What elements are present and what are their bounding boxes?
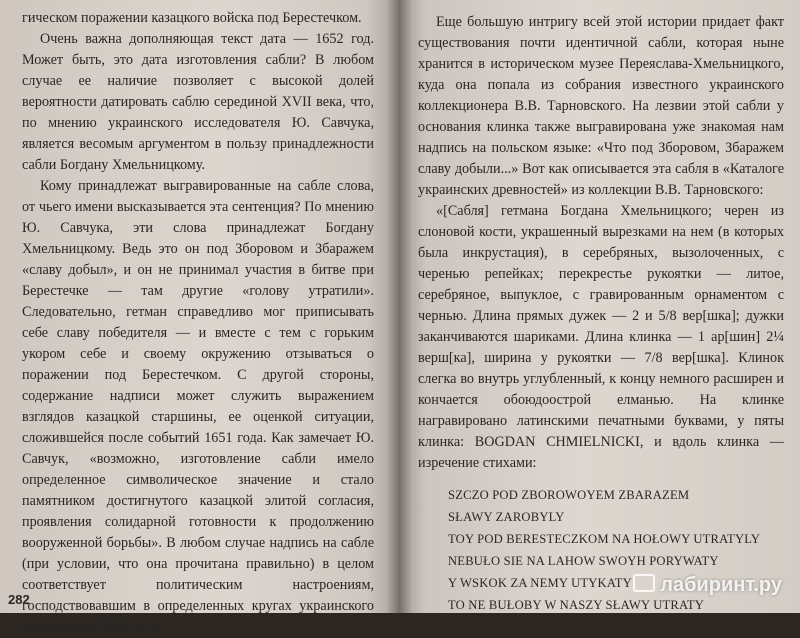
page-number: 282 — [8, 592, 30, 607]
poem-line: TO NE BUŁOBY W NASZY SŁAWY UTRATY — [448, 598, 705, 612]
left-page-text — [22, 8, 374, 638]
paragraph: гическом поражении казацкого войска под Берестечком. — [22, 10, 362, 26]
paragraph: Еще большую интригу всей этой истории придает факт существования почти идентичной сабли, которая ныне хранится в историческом музее Переяслава-Хмельницкого, куда она попала из собрания известного украинского коллекционера В.В. Тарновского. На лезвии этой сабли у основания клинка также выгравирована уже знакомая нам надпись на польском языке: «Что под Зборовом, Збаражем славу добыли...» Вот как описывается эта сабля в «Каталоге украинских древностей» из коллекции В.В. Тарновского: — [418, 14, 784, 198]
book-gutter — [386, 0, 412, 613]
poem-line: Y WSKOK ZA NEMY UTYKATY — [448, 576, 632, 590]
right-page — [398, 0, 800, 613]
paragraph: «[Сабля] гетмана Богдана Хмельницкого; черен из слоновой кости, украшенный вырезками на нем (в которых была инкрустация), в серебряных, вызолоченных, с черенью репейках; перекрестье рукоятки — литое, серебряное, выпуклое, с гравированным орнаментом с чернью. Длина прямых дужек — 2 и 5/8 вер[шка]; дужки заканчиваются шариками. Длина клинка — 1 ар[шин] 2¼ верш[ка], ширина у рукоятки — 7/8 вер[шка]. Клинок слегка во внутрь углубленный, к концу немного расширен и кончается обоюдоострой елманью. На клинке награвировано латинскими печатными буквами, у пяты клинка: BOGDAN CHMIELNICKI, и вдоль клинка — изречение стихами: — [418, 203, 784, 471]
labirint-logo-icon — [633, 574, 655, 592]
paragraph: Очень важна дополняющая текст дата — 1652 год. Может быть, это дата изготовления сабли? В любом случае ее наличие позволяет с высокой долей вероятности датировать саблю серединой XVII века, что, по мнению украинского исследователя Ю. Савчука, является весомым аргументом в пользу принадлежности сабли Богдану Хмельницкому. — [22, 31, 374, 173]
watermark — [633, 574, 782, 597]
poem-line: TOY POD BERESTECZKOM NA HOŁOWY UTRATYLY — [448, 532, 761, 546]
right-page-text — [418, 12, 784, 616]
poem-line: SZCZO POD ZBOROWOYEM ZBARAZEM — [448, 488, 690, 502]
left-page — [0, 0, 398, 635]
watermark-text: лабиринт.ру — [660, 574, 782, 596]
poem-line: NEBUŁO SIE NA LAHOW SWOYH PORYWATY — [448, 554, 719, 568]
poem-line: SŁAWY ZAROBYLY — [448, 510, 565, 524]
paragraph: Кому принадлежат выгравированные на сабле слова, от чьего имени высказывается эта сентенция? По мнению Ю. Савчука, эти слова принадлежат Богдану Хмельницкому. Ведь это он под Зборовом и Збаражем «славу добыл», и он не принимал участия в битве при Берестечке — там другие «голову утратили». Следовательно, гетман справедливо мог приписывать себе славу победителя — и вместе с тем с горьким укором себе и своему окружению отзываться о поражении под Берестечком. С другой стороны, содержание надписи может служить выражением взглядов казацкой старшины, ее оценкой ситуации, сложившейся после событий 1651 года. Как замечает Ю. Савчук, «возможно, изготовление сабли имело определенное символическое значение и стало памятником достигнутого казацкой элитой согласия, проявления солидарной готовности к продолжению вооруженной борьбы». В любом случае надпись на сабле (при условии, что она прочитана правильно) в целом соответствует политическим настроениям, господствовавшим в определенных кругах украинского казачества в 1652 году. — [22, 178, 374, 635]
